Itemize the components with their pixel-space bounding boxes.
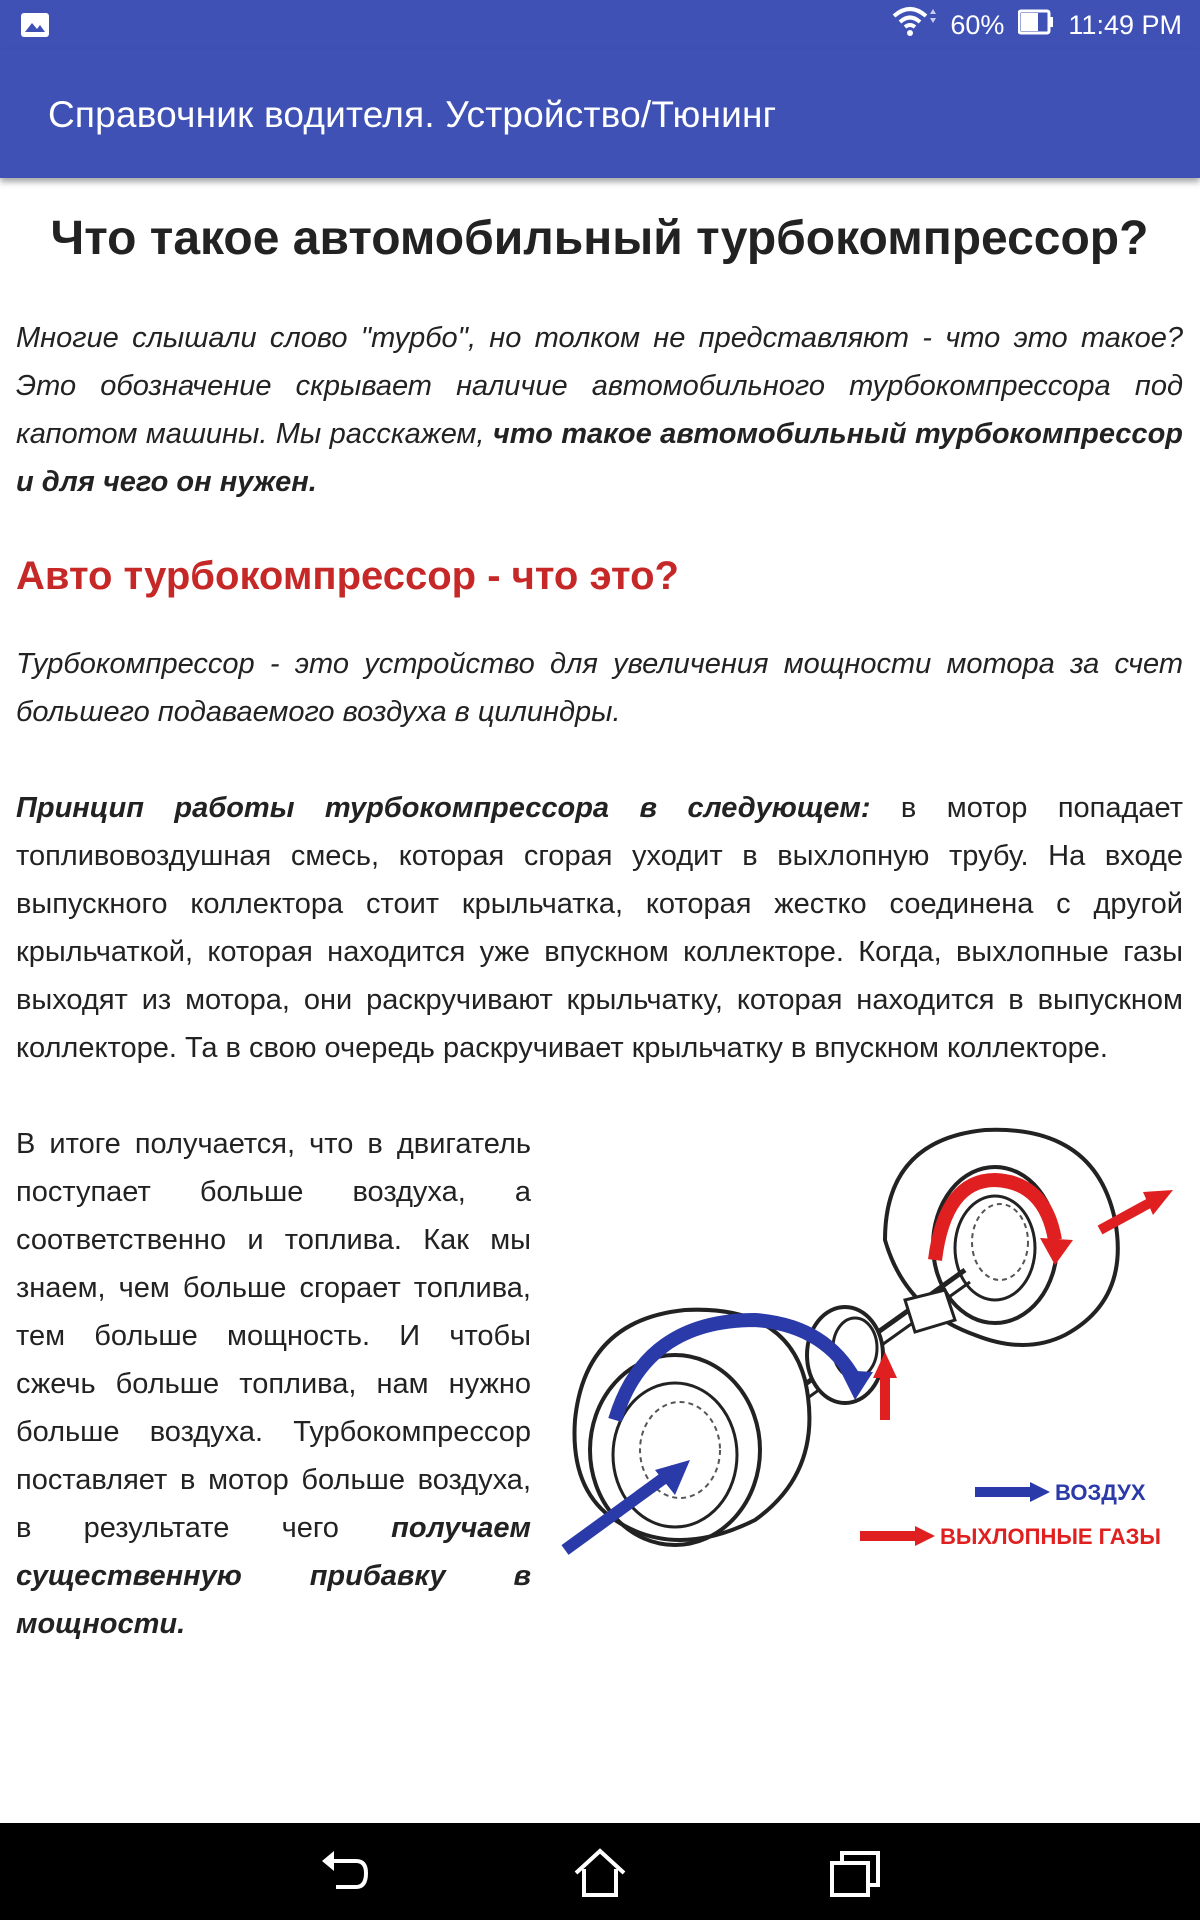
intro-bold-text: что такое автомобильный турбокомпрессор и для чего он нужен. <box>16 418 1183 498</box>
principle-paragraph <box>16 784 1183 1072</box>
page-title: Что такое автомобильный турбокомпрессор? <box>50 212 1149 265</box>
recents-icon[interactable] <box>828 1845 884 1901</box>
clock: 11:49 PM <box>1068 9 1182 40</box>
intro-text: Многие слышали слово "турбо", но толком не представляют - что это такое? Это обозначение скрывает наличие автомобильного турбокомпрессора под капотом машины. Мы расскажем, <box>16 322 1183 450</box>
navigation-bar <box>0 1823 1200 1920</box>
article-content[interactable] <box>16 178 1183 1823</box>
app-bar <box>0 50 1200 178</box>
principle-bold-text: Принцип работы турбокомпрессора в следующем: <box>16 792 871 824</box>
principle-text: в мотор попадает топливовоздушная смесь, которая сгорая уходит в выхлопную трубу. На входе выпускного коллектора стоит крыльчатка, которая жестко соединена с другой крыльчаткой, которая находится уже впускном коллекторе. Когда, выхлопные газы выходят из мотора, они раскручивают крыльчатку, которая находится в выпускном коллекторе. Та в свою очередь раскручивает крыльчатку в впускном коллекторе. <box>16 792 1183 1064</box>
app-title: Справочник водителя. Устройство/Тюнинг <box>48 94 777 135</box>
definition-paragraph: Турбокомпрессор - это устройство для увеличения мощности мотора за счет большего подаваемого воздуха в цилиндры. <box>16 648 1183 728</box>
result-bold-text: получаем существенную прибавку в мощности. <box>16 1512 531 1640</box>
result-section <box>16 1120 1183 1648</box>
intro-paragraph <box>16 314 1183 506</box>
battery-icon <box>1018 9 1054 42</box>
legend-air-label: ВОЗДУХ <box>1055 1480 1146 1505</box>
legend-exhaust-label: ВЫХЛОПНЫЕ ГАЗЫ <box>940 1524 1161 1549</box>
result-text: В итоге получается, что в двигатель поступает больше воздуха, а соответственно и топлива. Как мы знаем, чем больше сгорает топлива, тем больше мощность. И чтобы сжечь больше топлива, нам нужно больше воздуха. Турбокомпрессор поставляет в мотор больше воздуха, в результате чего <box>16 1128 531 1544</box>
home-icon[interactable] <box>572 1845 628 1901</box>
back-icon[interactable] <box>316 1845 372 1901</box>
image-icon <box>20 12 50 43</box>
section-heading: Авто турбокомпрессор - что это? <box>16 554 679 598</box>
battery-percent: 60% <box>950 9 1005 40</box>
status-bar <box>0 0 1200 50</box>
wifi-icon <box>892 6 936 45</box>
turbo-diagram-image <box>555 1120 1183 1590</box>
